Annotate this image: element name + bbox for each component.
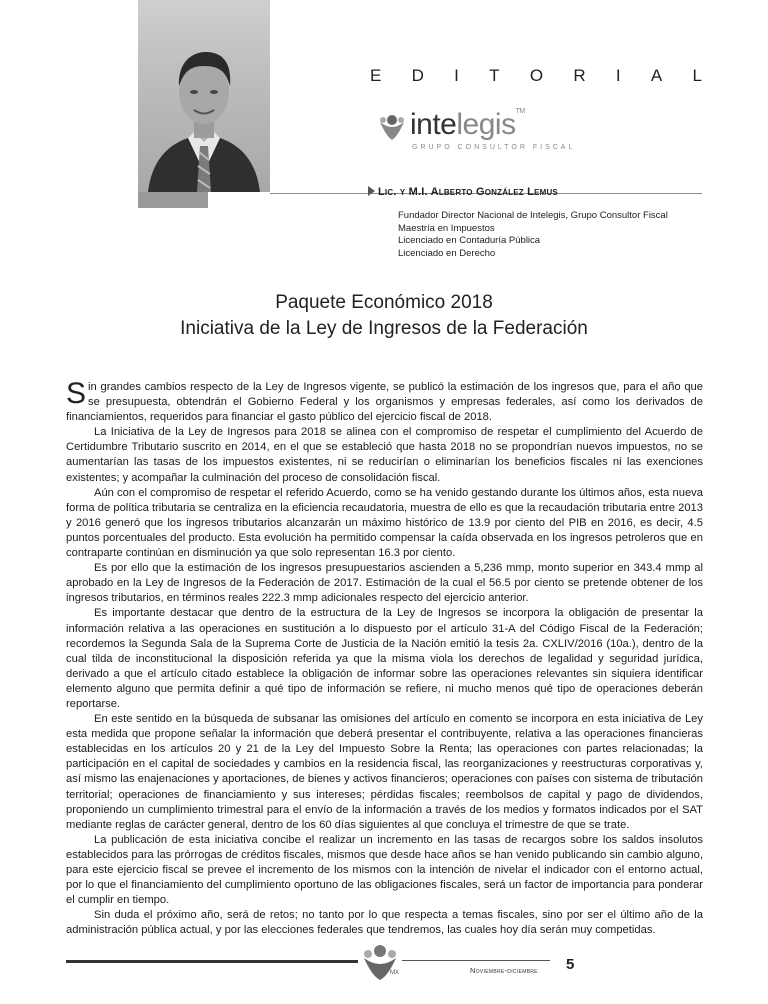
section-letter: T — [489, 66, 500, 85]
issue-label: Noviembre-diciembre — [470, 966, 538, 975]
section-letter: D — [411, 66, 424, 85]
logo-wordmark-part2: legis — [456, 108, 516, 141]
arrow-right-icon — [368, 186, 375, 196]
section-letter: L — [692, 66, 702, 85]
article-title-line2: Iniciativa de la Ley de Ingresos de la Federación — [180, 318, 588, 339]
section-letter: R — [573, 66, 586, 85]
credential-line: Licenciado en Contaduría Pública — [398, 235, 541, 246]
paragraph: La Iniciativa de la Ley de Ingresos para 2018 se alinea con el compromiso de respetar el cumplimiento del Acuerdo de Certidumbre Tributario suscrito en 2014, en el que se estableció que hasta 2018 no se propondrían nuevos impuestos, no se aumentarían las tasas de los impuestos existentes, ni se reducirían o eliminarían los beneficios fiscales ni las exenciones existentes; y acompañar la culminación del proceso de consolidación fiscal. — [66, 426, 703, 484]
author-name-text: Lic. y M.I. Alberto González Lemus — [378, 186, 558, 198]
logo-tagline: GRUPO CONSULTOR FISCAL — [412, 144, 576, 151]
paragraph — [66, 377, 703, 425]
credential-line: Licenciado en Derecho — [398, 247, 496, 259]
paragraph: Sin duda el próximo año, será de retos; no tanto por lo que respecta a temas fiscales, sino por ser el último año de la administración pública actual, y por las elecciones federales que tendremos, las cuales hoy día serán muy competidas. — [66, 909, 703, 937]
logo-wordmark — [410, 108, 525, 142]
footer-divider-right — [402, 960, 550, 961]
section-label — [370, 66, 702, 86]
footer-logo-mark: MX — [390, 970, 399, 976]
paragraph: En este sentido en la búsqueda de subsanar las omisiones del artículo en comento se incorpora en esta iniciativa de Ley esta medida que propone señalar la información que deberá presentar el contribuyente, relativa a las operaciones financieras establecidas en los artículos 20 y 21 de la Ley del Impuesto Sobre la Renta; las operaciones con partes relacionadas; la participación en el capital de sociedades y cambios en la residencia fiscal, las reorganizaciones y reestructuras corporativas y, así mismo las enajenaciones y aportaciones, de bienes y activos financieros; operaciones con países con sistema de tributación territorial; operaciones de financiamiento y sus intereses; pérdidas fiscales; reembolsos de capital y pago de dividendos, proponiendo un cumplimiento trimestral para el envío de la información a través de los medios y formatos indicados por el SAT mediante reglas de carácter general, dentro de los 60 días siguientes al que concluya el trimestre de que se trate. — [66, 713, 703, 831]
section-letter: O — [529, 66, 544, 85]
author-name — [368, 186, 558, 198]
section-letter: I — [615, 66, 621, 85]
credential-line: Fundador Director Nacional de Intelegis, Grupo Consultor Fiscal — [398, 210, 668, 221]
logo-trademark: TM — [515, 108, 525, 115]
paragraph: La publicación de esta iniciativa concibe el realizar un incremento en las tasas de recargos sobre los saldos insolutos establecidos para las prórrogas de créditos fiscales, mismos que desde hace años se han venido publicando sin cambio alguno, para este ejercicio fiscal se prevee el incremento de los mismos con la intención de nivelar el indicador con el entorno actual, por lo que el financiamiento del cumplimiento oportuno de las obligaciones fiscales, será un factor de importancia para ponderar el cumplir en tiempo. — [66, 833, 703, 907]
section-letter: E — [370, 66, 382, 85]
article-body — [66, 377, 703, 938]
intelegis-logo — [376, 106, 576, 156]
section-letter: I — [454, 66, 459, 85]
intelegis-emblem-icon — [376, 110, 408, 142]
logo-wordmark-part1: inte — [410, 108, 457, 141]
intelegis-emblem-icon — [360, 942, 400, 982]
footer-divider — [66, 960, 358, 963]
author-credentials — [398, 210, 668, 260]
paragraph: Es importante destacar que dentro de la estructura de la Ley de Ingresos se incorpora la obligación de presentar la información relativa a las operaciones en sustitución a lo dispuesto por el artículo 31-A del Código Fiscal de la Federación; recordemos la Segunda Sala de la Suprema Corte de Justicia de la Nación emitió la tesis 2a. CXLIV/2016 (10a.), dentro de la cual tilda de inconstitucional la disposición referida ya que la misma viola los derechos de legalidad y seguridad jurídica, derivado a que el artículo citado establece la obligación de informar sobre las operaciones relevantes sin siquiera identificar elemento alguno que permita definir a qué tipo de información se refiere, ni mucho menos qué tipo de operaciones deberán reportarse. — [66, 607, 703, 710]
page-number: 5 — [566, 956, 575, 973]
credential-line: Maestría en Impuestos — [398, 222, 495, 234]
paragraph: Es por ello que la estimación de los ingresos presupuestarios ascienden a 5,236 mmp, monto superior en 343.4 mmp al aprobado en la Ley de Ingresos de la Federación de 2017. Estimación de la cual el 56.5 por ciento se pretende obtener de los ingresos tributarios, en términos reales 222.3 mmp adicionales respecto del ejercicio anterior. — [66, 562, 703, 605]
footer-logo — [360, 942, 400, 982]
section-letter: A — [650, 66, 663, 85]
author-photo-frame — [138, 0, 270, 208]
author-portrait-graphic — [138, 0, 270, 192]
photo-shadow-block — [138, 192, 208, 208]
author-photo — [138, 0, 270, 192]
article-title-line1: Paquete Económico 2018 — [275, 292, 493, 313]
drop-cap: S — [66, 377, 87, 410]
paragraph: Aún con el compromiso de respetar el referido Acuerdo, como se ha venido gestando durante los últimos años, esta nueva forma de política tributaria se centraliza en la eficiencia recaudatoria, muestra de ello es que la recaudación tributaria entre 2013 y 2016 generó que los ingresos tributarios alcanzarán un máximo histórico de 13.9 por ciento del PIB en 2016, es decir, 4.5 puntos porcentuales del producto. Esta evolución ha permitido compensar la caída observada en los ingresos petroleros que en contraparte continúan en disminución ya que solo representan 16.3 por ciento. — [66, 486, 703, 560]
paragraph-text: in grandes cambios respecto de la Ley de Ingresos vigente, se publicó la estimación de los ingresos que, para el año que se presupuesta, obtendrán el Gobierno Federal y los organismos y empresas federales, así como los derivados de financiamientos, requeridos para financiar el gasto público del ejercicio fiscal de 2018. — [66, 381, 703, 424]
article-title — [0, 290, 768, 342]
